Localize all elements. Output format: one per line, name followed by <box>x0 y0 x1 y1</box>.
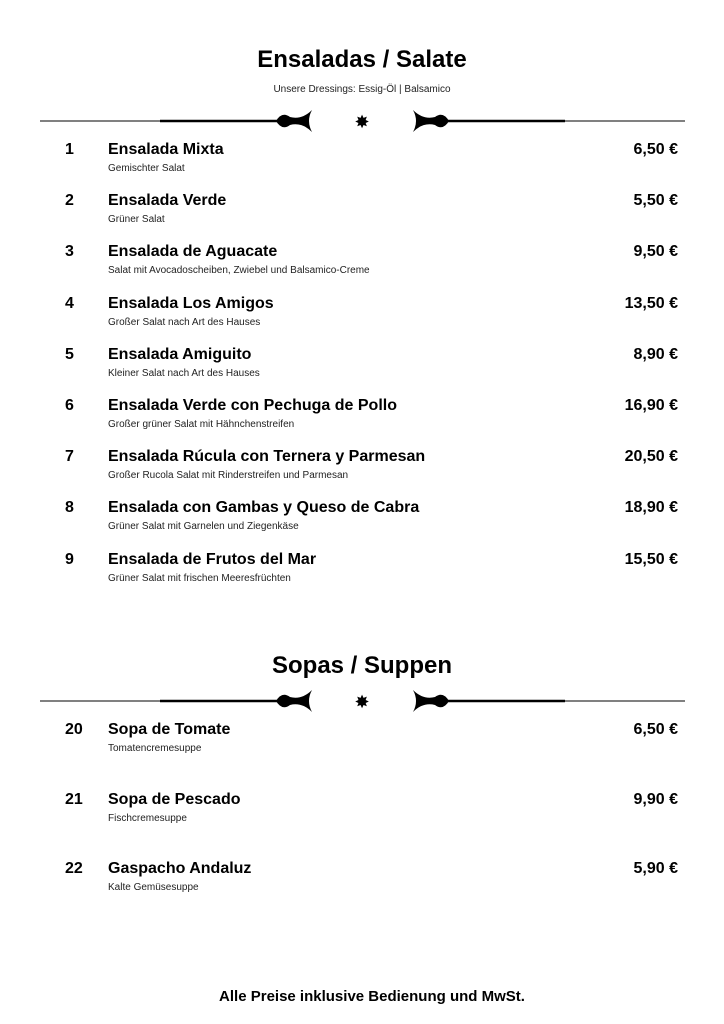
menu-item-num: 9 <box>65 550 74 568</box>
menu-item <box>0 346 724 386</box>
menu-item-num: 3 <box>65 243 74 261</box>
menu-item-num: 21 <box>65 790 83 808</box>
menu-item-price: 6,50 € <box>633 721 678 738</box>
menu-item-price: 18,90 € <box>624 499 678 517</box>
menu-item-desc: Großer Rucola Salat mit Rinderstreifen und Parmesan <box>108 470 349 482</box>
menu-item-desc: Fischcremesuppe <box>108 812 187 824</box>
menu-item-num: 5 <box>65 345 74 363</box>
menu-item-name: Ensalada de Frutos del Mar <box>108 550 317 568</box>
menu-item-desc: Kalte Gemüsesuppe <box>108 882 199 893</box>
menu-item-name: Sopa de Pescado <box>108 790 241 808</box>
menu-item-price: 8,90 € <box>633 345 678 363</box>
menu-item-name: Ensalada Mixta <box>108 141 224 158</box>
menu-item-desc: Kleiner Salat nach Art des Hauses <box>108 367 260 379</box>
menu-item-price: 9,90 € <box>633 790 678 808</box>
menu-item <box>0 192 724 232</box>
menu-item <box>0 141 724 181</box>
menu-item-num: 6 <box>65 397 74 414</box>
menu-item <box>0 860 724 900</box>
menu-item-price: 5,50 € <box>633 192 678 210</box>
menu-item-price: 20,50 € <box>624 448 678 466</box>
menu-item <box>0 397 724 437</box>
svg-text:✸: ✸ <box>354 112 370 133</box>
menu-item-desc: Gemischter Salat <box>108 163 185 174</box>
menu-item-price: 16,90 € <box>624 397 678 414</box>
menu-item-num: 22 <box>65 860 83 877</box>
menu-item <box>0 721 724 761</box>
menu-item <box>0 551 724 591</box>
menu-item-price: 9,50 € <box>633 243 678 261</box>
menu-item-desc: Salat mit Avocadoscheiben, Zwiebel und Balsamico-Creme <box>108 265 370 277</box>
menu-item <box>0 499 724 539</box>
price-note: Alle Preise inklusive Bedienung und MwSt. <box>219 988 525 1005</box>
menu-item <box>0 448 724 488</box>
menu-item-name: Ensalada con Gambas y Queso de Cabra <box>108 499 420 517</box>
menu-item-price: 5,90 € <box>633 860 678 877</box>
menu-item-desc: Grüner Salat <box>108 214 165 226</box>
menu-item-name: Ensalada de Aguacate <box>108 243 278 261</box>
soups-title: Sopas / Suppen <box>271 652 453 679</box>
salads-subtitle: Unsere Dressings: Essig-Öl | Balsamico <box>273 84 451 95</box>
ornament-divider-icon <box>40 106 685 136</box>
menu-item-name: Ensalada Amiguito <box>108 345 252 363</box>
menu-item-name: Ensalada Los Amigos <box>108 294 274 312</box>
menu-item-num: 20 <box>65 721 83 738</box>
svg-text:✸: ✸ <box>354 692 370 713</box>
menu-item-name: Ensalada Verde <box>108 192 227 210</box>
menu-item-num: 7 <box>65 448 74 466</box>
menu-item-num: 8 <box>65 499 74 517</box>
menu-item-desc: Tomatencremesuppe <box>108 743 202 754</box>
menu-item-name: Ensalada Rúcula con Ternera y Parmesan <box>108 448 426 466</box>
menu-item-name: Gaspacho Andaluz <box>108 860 252 877</box>
menu-item-price: 15,50 € <box>624 550 678 568</box>
menu-item <box>0 295 724 335</box>
salads-title: Ensaladas / Salate <box>257 46 467 73</box>
menu-item-desc: Großer grüner Salat mit Hähnchenstreifen <box>108 419 295 430</box>
menu-item-price: 6,50 € <box>633 141 678 158</box>
menu-item-price: 13,50 € <box>624 294 678 312</box>
menu-item <box>0 243 724 283</box>
menu-item-num: 4 <box>65 294 74 312</box>
menu-item-num: 2 <box>65 192 74 210</box>
menu-item-num: 1 <box>65 141 74 158</box>
menu-item <box>0 791 724 831</box>
menu-item-name: Ensalada Verde con Pechuga de Pollo <box>108 397 397 414</box>
menu-item-desc: Großer Salat nach Art des Hauses <box>108 316 261 328</box>
menu-item-desc: Grüner Salat mit Garnelen und Ziegenkäse <box>108 521 299 533</box>
ornament-divider-icon <box>40 686 685 716</box>
menu-item-name: Sopa de Tomate <box>108 721 231 738</box>
menu-item-desc: Grüner Salat mit frischen Meeresfrüchten <box>108 572 291 584</box>
